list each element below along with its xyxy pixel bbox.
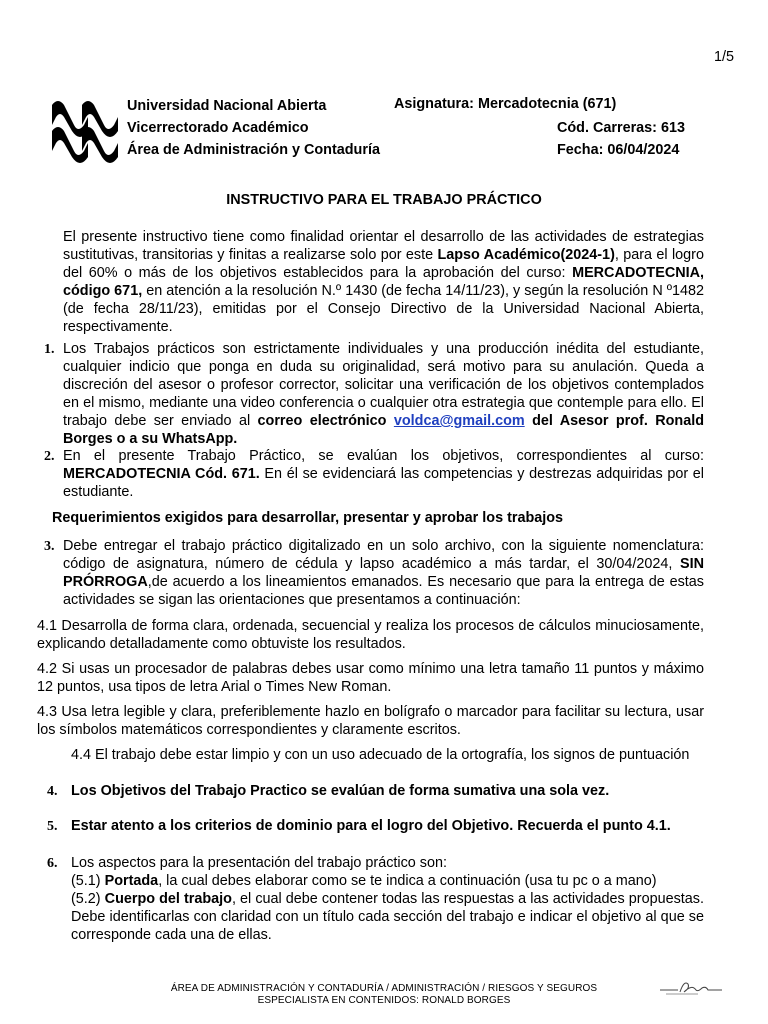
intro-paragraph <box>63 228 704 336</box>
item-4-text: Los Objetivos del Trabajo Practico se evalúan de forma sumativa una sola vez. <box>71 783 610 799</box>
footer-line-1: ÁREA DE ADMINISTRACIÓN Y CONTADURÍA / ADMINISTRACIÓN / RIESGOS Y SEGUROS <box>170 983 598 994</box>
item-6-number: 6. <box>47 856 58 871</box>
item-2-course: MERCADOTECNIA Cód. 671. <box>63 466 260 482</box>
intro-bold-course: MERCADOTECNIA, código 671, <box>63 265 704 299</box>
portada-text: , la cual debes elaborar como se te indica a continuación (usa tu pc o a mano) <box>158 873 657 889</box>
sub-item-4-3: 4.3 Usa letra legible y clara, preferiblemente hazlo en bolígrafo o marcador para facilitar su lectura, usar los símbolos matemáticos correspondientes y claramente escritos. <box>37 704 704 738</box>
email-link[interactable]: voldca@gmail.com <box>393 413 525 429</box>
item-4-number: 4. <box>47 784 58 799</box>
item-2-number: 2. <box>44 449 55 464</box>
item-3-body: Debe entregar el trabajo práctico digitalizado en un solo archivo, con la siguiente nomenclatura: código de asignatura, número de cédula y lapso académico a más tardar, el 30/04/2024, <box>63 538 704 572</box>
page-footer <box>120 983 648 1007</box>
page-title: INSTRUCTIVO PARA EL TRABAJO PRÁCTICO <box>226 192 542 208</box>
no-extension: SIN PRÓRROGA <box>63 556 704 590</box>
intro-bold-lapso: Lapso Académico(2024-1) <box>437 247 615 263</box>
item-6-intro: Los aspectos para la presentación del trabajo práctico son: <box>71 855 447 871</box>
portada-label: Portada <box>104 873 159 889</box>
item-3-text <box>63 537 704 609</box>
item-3-tail: ,de acuerdo a los lineamientos emanados. Es necesario que para la entrega de estas actividades se sigan las orientaciones que presentamos a continuación: <box>63 574 704 608</box>
sub-item-4-2: 4.2 Si usas un procesador de palabras debes usar como mínimo una letra tamaño 11 puntos y máximo 12 puntos, usa tipos de letra Arial o Times New Roman. <box>37 661 704 695</box>
sub-item-4-1: 4.1 Desarrolla de forma clara, ordenada, secuencial y realiza los procesos de cálculos minuciosamente, explicando detalladamente como obtuviste los resultados. <box>37 618 704 652</box>
item-6-text <box>71 854 704 944</box>
item-5-number: 5. <box>47 819 58 834</box>
item-1-body: Los Trabajos prácticos son estrictamente individuales y una producción inédita del estudiante, cualquier indicio que ponga en duda su originalidad, será motivo para su anulación. Queda a discreción del asesor o profesor corrector, solicitar una verificación de los objetivos contemplados en el mismo, mediante una video conferencia o cualquier otra estrategia que contemple para ello. El trabajo debe ser enviado al <box>63 341 704 429</box>
header-codes <box>557 117 685 161</box>
requirements-heading: Requerimientos exigidos para desarrollar, presentar y aprobar los trabajos <box>52 510 564 526</box>
signature-icon <box>658 978 728 1000</box>
document-date: Fecha: 06/04/2024 <box>557 142 680 158</box>
item-2-body: En el presente Trabajo Práctico, se evalúan los objetivos, correspondientes al curso: <box>63 448 704 464</box>
item-6-portada <box>71 872 704 890</box>
item-5-text: Estar atento a los criterios de dominio para el logro del Objetivo. Recuerda el punto 4.1. <box>71 818 671 834</box>
university-logo-icon <box>52 97 118 163</box>
subject-label: Asignatura: Mercadotecnia (671) <box>394 96 617 112</box>
footer-line-2: ESPECIALISTA EN CONTENIDOS: RONALD BORGES <box>257 995 511 1006</box>
intro-text-3: en atención a la resolución N.º 1430 (de fecha 14/11/23), y según la resolución N º1482 (de fecha 28/11/23), emitidas por el Consejo Directivo de la Universidad Nacional Abierta, respectivamente. <box>63 283 705 335</box>
item-2-tail: En él se evidenciará las competencias y destrezas adquiridas por el estudiante. <box>63 466 704 500</box>
intro-text-1: El presente instructivo tiene como finalidad orientar el desarrollo de las actividades de estrategias sustitutivas, transitorias y finitas a realizarse solo por este <box>63 229 704 263</box>
item-6-cuerpo <box>71 890 704 944</box>
vicerrectorado: Vicerrectorado Académico <box>127 120 309 136</box>
header-institution <box>127 95 380 161</box>
cuerpo-prefix: (5.2) <box>71 891 105 907</box>
area-name: Área de Administración y Contaduría <box>127 142 380 158</box>
item-2-text <box>63 447 704 501</box>
careers-code: Cód. Carreras: 613 <box>557 120 685 136</box>
intro-text-2: , para el logro del 60% o más de los objetivos establecidos para la aprobación del curso: <box>63 247 704 281</box>
item-1-number: 1. <box>44 342 55 357</box>
university-name: Universidad Nacional Abierta <box>127 98 327 114</box>
item-1-text <box>63 340 704 448</box>
cuerpo-label: Cuerpo del trabajo <box>104 891 232 907</box>
portada-prefix: (5.1) <box>71 873 105 889</box>
sub-item-4-4: 4.4 El trabajo debe estar limpio y con un uso adecuado de la ortografía, los signos de puntuación <box>71 747 690 763</box>
page-number: 1/5 <box>713 49 734 65</box>
advisor-contact: del Asesor prof. Ronald Borges o a su WhatsApp. <box>63 413 704 447</box>
cuerpo-text: , el cual debe contener todas las respuestas a las actividades propuestas. Debe identificarlas con claridad con un título cada sección del trabajo e indicar el objetivo al que se corresponde cada una de ellas. <box>71 891 704 943</box>
item-3-number: 3. <box>44 539 55 554</box>
email-label: correo electrónico <box>257 413 387 429</box>
